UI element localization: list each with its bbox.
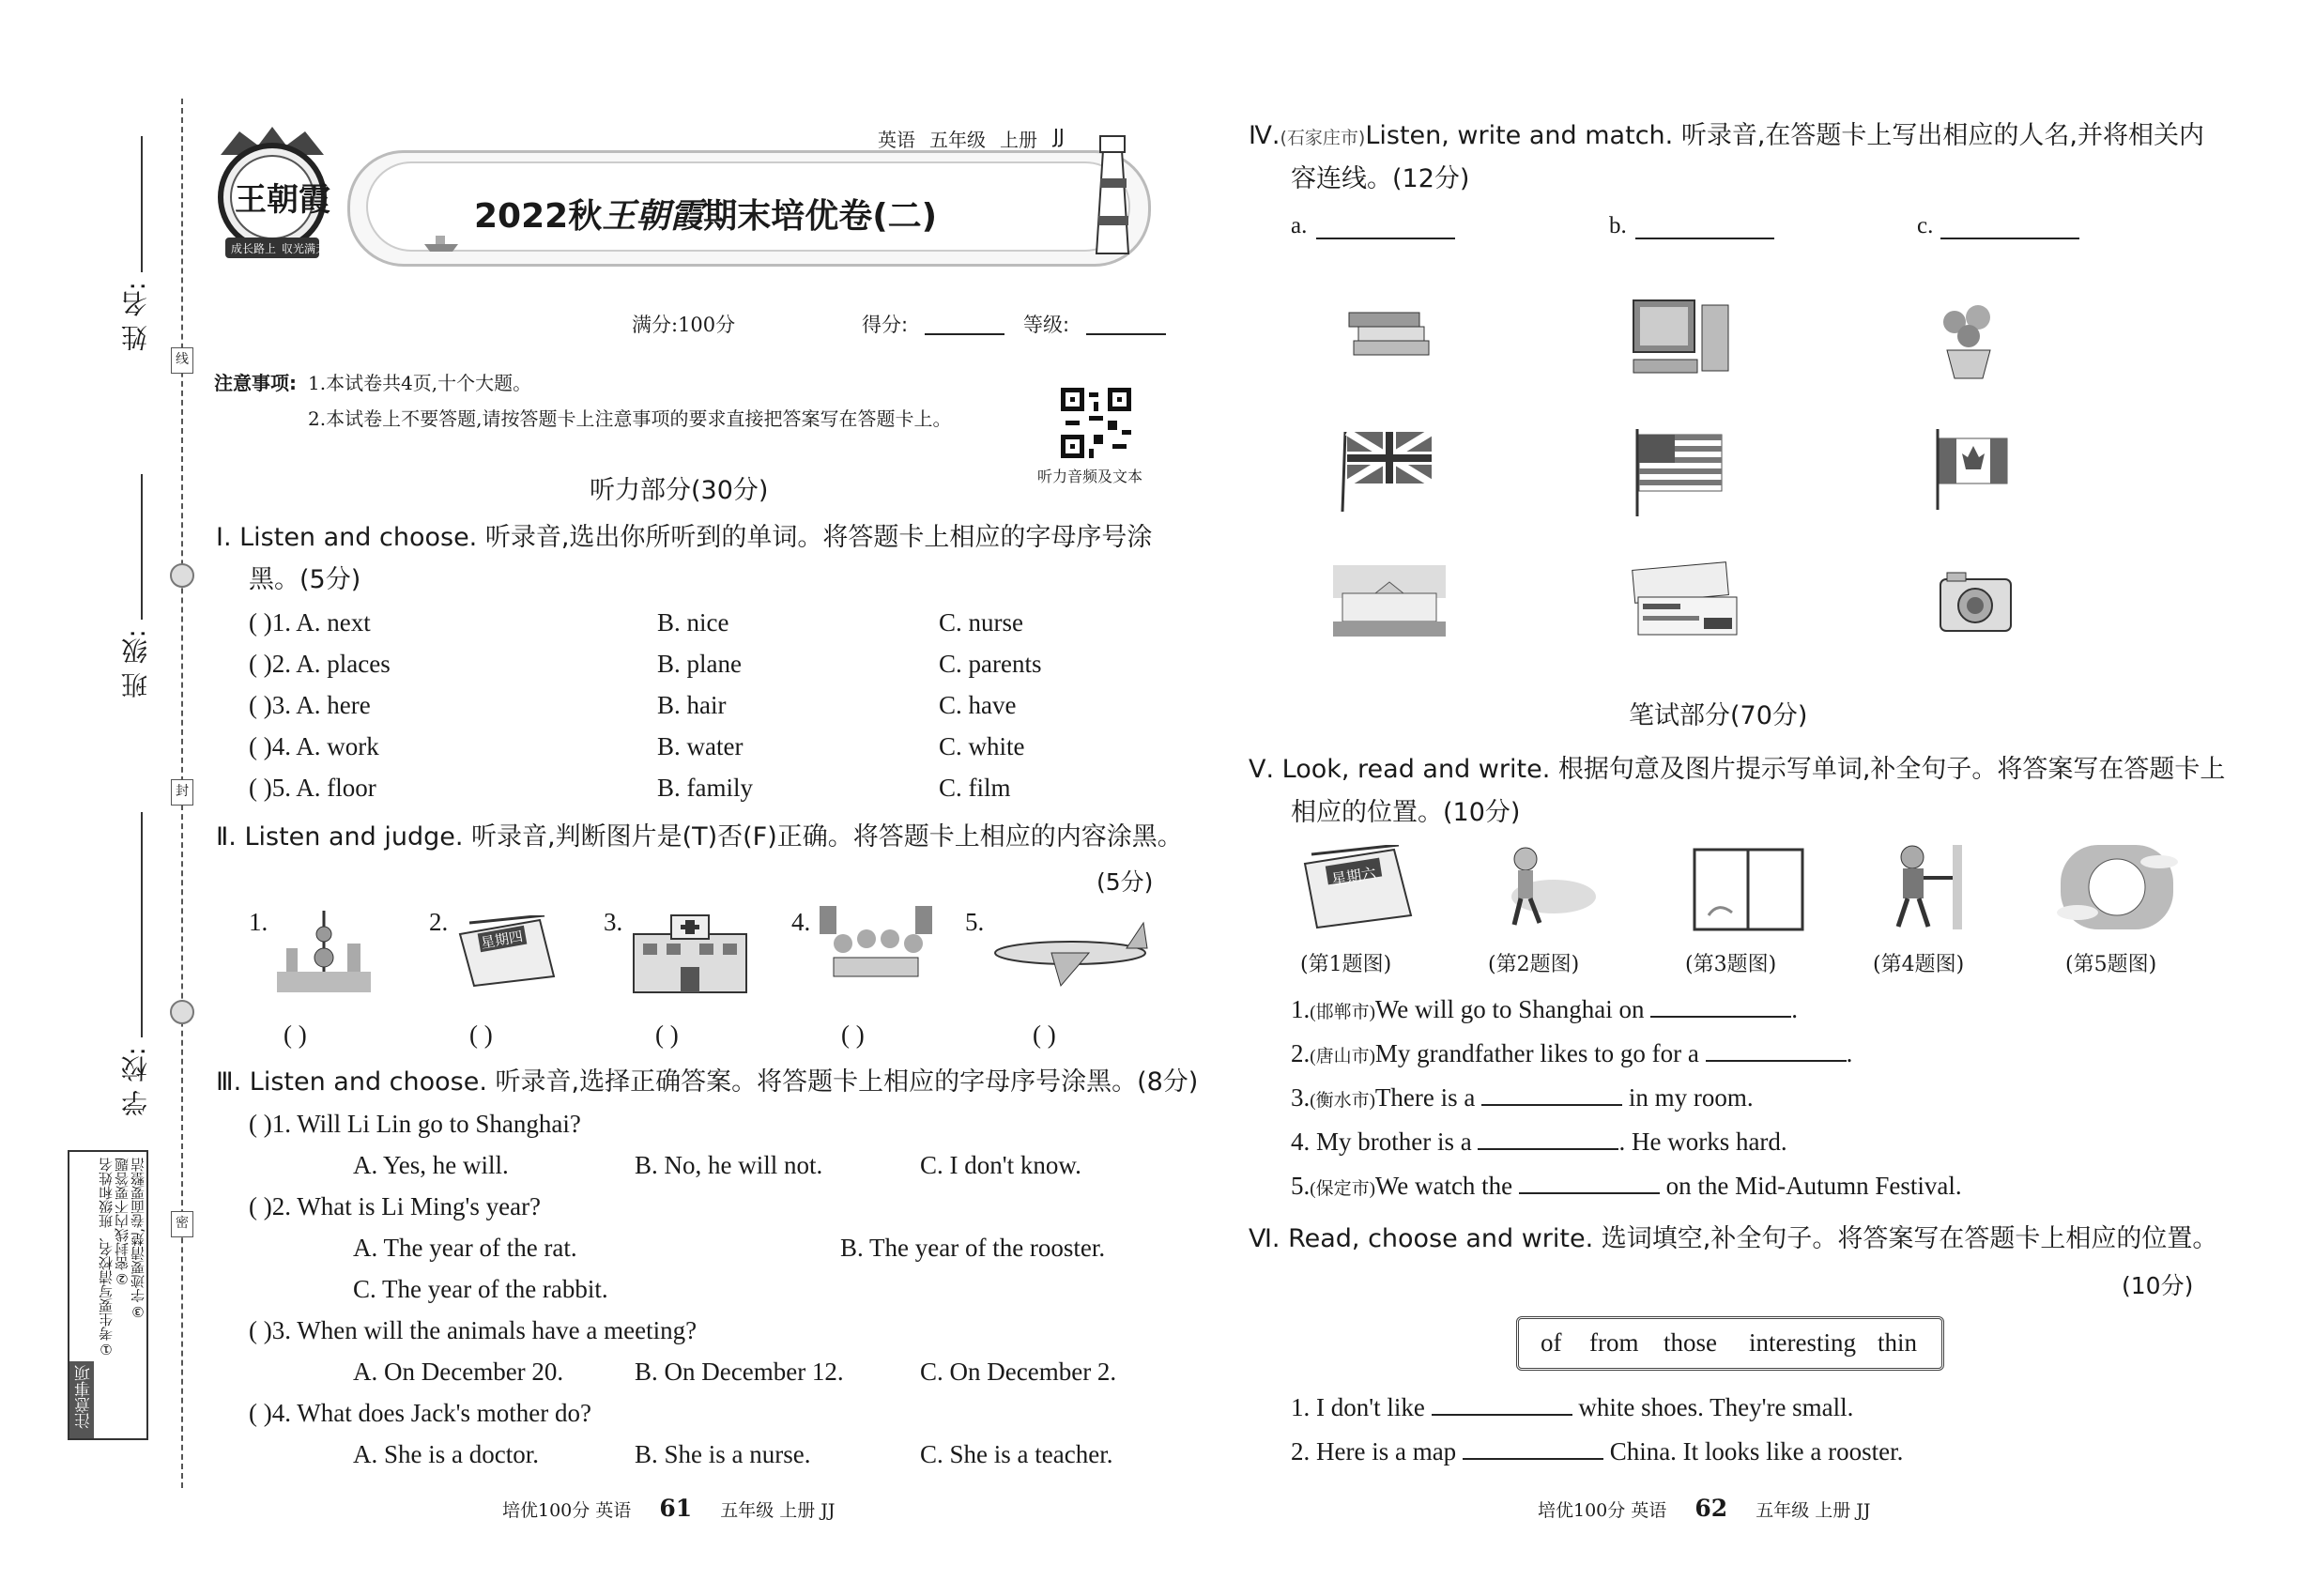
meta-edition: JJ xyxy=(1053,125,1065,147)
footer-right-prefix: 培优100分 英语 xyxy=(1538,1500,1667,1521)
s1-q3-b[interactable]: B. hair xyxy=(657,691,727,719)
ship-icon xyxy=(422,233,460,257)
footer-right xyxy=(1538,1495,1871,1522)
canada-flag-picture[interactable] xyxy=(1932,427,2012,515)
tickets-picture[interactable] xyxy=(1629,561,1741,645)
s1-q1-c[interactable]: C. nurse xyxy=(939,608,1023,637)
s3-q4-c[interactable]: C. She is a teacher. xyxy=(920,1440,1113,1468)
meta-volume: 上册 xyxy=(1000,129,1037,151)
footer-right-page: 62 xyxy=(1694,1495,1728,1522)
lighthouse-icon xyxy=(1080,131,1145,262)
notes-label: 注意事项: xyxy=(214,372,297,394)
s4-blank-a[interactable] xyxy=(1316,217,1455,239)
s5-sentence-4 xyxy=(1291,1126,1787,1158)
footer-left-suffix: 五年级 上册 JJ xyxy=(720,1500,836,1521)
s4-label-a: a. xyxy=(1291,213,1308,238)
s1-q5-c[interactable]: C. film xyxy=(939,774,1011,802)
title-rest: 期末培优卷(二) xyxy=(703,197,938,236)
school-line xyxy=(141,812,143,1037)
s5-caption-1: (第1题图) xyxy=(1300,953,1392,976)
seal-mark-mi: 密 xyxy=(171,1211,193,1237)
s3-q1-a[interactable]: A. Yes, he will. xyxy=(353,1151,509,1179)
footer-left-prefix: 培优100分 英语 xyxy=(502,1500,632,1521)
uk-flag-picture[interactable] xyxy=(1338,427,1436,515)
s5-sentence-2 xyxy=(1291,1037,1852,1073)
s5-s5-end: on the Mid-Autumn Festival. xyxy=(1665,1172,1962,1200)
s1-q4-c[interactable]: C. white xyxy=(939,732,1025,760)
s4-label-b: b. xyxy=(1609,213,1627,238)
s1-q5-b[interactable]: B. family xyxy=(657,774,753,802)
notice-item-2: ②密封线内不要答题 xyxy=(114,1158,130,1287)
s1-q4[interactable]: ( )4. A. work xyxy=(249,732,379,760)
s3-q2-a[interactable]: A. The year of the rat. xyxy=(353,1234,577,1262)
meta-subject: 英语 xyxy=(878,129,915,151)
s5-sentence-1 xyxy=(1291,993,1798,1029)
s6-blank-2[interactable] xyxy=(1463,1437,1603,1460)
title-brand: 王朝霞 xyxy=(602,196,704,236)
meta-grade: 五年级 xyxy=(929,129,986,151)
s6-sentence-2 xyxy=(1291,1435,1903,1467)
s1-q3-c[interactable]: C. have xyxy=(939,691,1017,719)
class-label: 班 级: xyxy=(120,629,151,699)
calendar-saturday-picture xyxy=(1300,845,1418,933)
boy-walking-picture xyxy=(1488,840,1601,938)
word-bank-thin: thin xyxy=(1878,1328,1918,1357)
sidebar-notice-box xyxy=(68,1150,148,1440)
footer-right-suffix: 五年级 上册 JJ xyxy=(1756,1500,1871,1521)
s6-sentence-1 xyxy=(1291,1391,1853,1423)
flowers-picture[interactable] xyxy=(1936,299,2001,387)
family-dinner-picture xyxy=(815,901,937,999)
us-flag-picture[interactable] xyxy=(1632,427,1725,520)
notice-title: 注意事项 xyxy=(75,1365,94,1429)
sidebar-ornament-icon xyxy=(170,1000,194,1024)
s3-q2[interactable]: ( )2. What is Li Ming's year? xyxy=(249,1192,542,1220)
s1-q4-b[interactable]: B. water xyxy=(657,732,744,760)
grade-blank[interactable] xyxy=(1086,313,1166,335)
footer-left-page: 61 xyxy=(659,1495,693,1522)
footer-left xyxy=(502,1495,836,1522)
s6-s1-end: white shoes. They're small. xyxy=(1578,1393,1854,1421)
s3-q1-c[interactable]: C. I don't know. xyxy=(920,1151,1081,1179)
s5-s1-num: 1. xyxy=(1291,995,1311,1023)
s2-answer-5[interactable]: ( ) xyxy=(1033,1021,1056,1049)
s6-s1-text: 1. I don't like xyxy=(1291,1393,1425,1421)
s5-s2-city: (唐山市) xyxy=(1310,1047,1375,1067)
score-blank[interactable] xyxy=(925,313,1004,335)
section-3-title: Ⅲ. Listen and choose. 听录音,选择正确答案。将答题卡上相应的字母序号涂黑。(8分) xyxy=(216,1067,1199,1097)
name-line xyxy=(141,136,143,272)
title-year: 2022秋 xyxy=(474,197,603,236)
s5-caption-3: (第3题图) xyxy=(1685,953,1777,976)
s5-s5-num: 5. xyxy=(1291,1172,1311,1200)
writing-header: 笔试部分(70分) xyxy=(1629,701,1808,730)
s5-blank-4[interactable] xyxy=(1478,1128,1618,1150)
s5-s3-end: in my room. xyxy=(1628,1083,1754,1112)
notes-item-2: 2.本试卷上不要答题,请按答题卡上注意事项的要求直接把答案写在答题卡上。 xyxy=(308,407,952,430)
s3-q3[interactable]: ( )3. When will the animals have a meeting? xyxy=(249,1316,698,1344)
word-bank-of: of xyxy=(1541,1328,1562,1357)
calendar-thursday-picture xyxy=(451,915,563,994)
page-title xyxy=(474,190,937,238)
s5-s4-end: . He works hard. xyxy=(1618,1128,1787,1156)
camera-picture[interactable] xyxy=(1936,568,2016,642)
s5-s3-city: (衡水市) xyxy=(1310,1091,1375,1111)
s1-q5[interactable]: ( )5. A. floor xyxy=(249,774,376,802)
qr-caption: 听力音频及文本 xyxy=(1037,468,1143,485)
section-4-city: (石家庄市) xyxy=(1280,128,1366,148)
s3-q3-c[interactable]: C. On December 2. xyxy=(920,1358,1117,1386)
s3-q1-b[interactable]: B. No, he will not. xyxy=(635,1151,823,1179)
s3-q4-b[interactable]: B. She is a nurse. xyxy=(635,1440,811,1468)
s5-sentence-5 xyxy=(1291,1170,1962,1205)
listening-header: 听力部分(30分) xyxy=(590,476,769,505)
word-bank-from: from xyxy=(1589,1328,1639,1357)
s2-answer-2[interactable]: ( ) xyxy=(469,1021,493,1049)
s5-caption-5: (第5题图) xyxy=(2065,953,2157,976)
score-label: 得分: xyxy=(862,314,909,336)
s2-pic3-num: 3. xyxy=(604,908,623,936)
s5-s2-text: My grandfather likes to go for a xyxy=(1374,1039,1699,1067)
s5-s5-city: (保定市) xyxy=(1310,1179,1375,1199)
s5-caption-4: (第4题图) xyxy=(1873,953,1965,976)
grade-label: 等级: xyxy=(1023,314,1070,336)
s2-answer-1[interactable]: ( ) xyxy=(284,1021,307,1049)
s5-s2-num: 2. xyxy=(1291,1039,1311,1067)
brand-logo-text: 王朝霞 xyxy=(235,181,330,219)
word-bank-those: those xyxy=(1664,1328,1717,1357)
s1-q2-b[interactable]: B. plane xyxy=(657,650,742,678)
section-2-score: (5分) xyxy=(1096,868,1154,896)
computer-picture[interactable] xyxy=(1629,296,1732,384)
section-6-score: (10分) xyxy=(2122,1272,2194,1299)
s5-blank-3[interactable] xyxy=(1481,1083,1622,1106)
s5-s4-text: 4. My brother is a xyxy=(1291,1128,1472,1156)
books-picture[interactable] xyxy=(1344,303,1438,373)
notice-item-3: ③字迹要清楚,卷面要整洁 xyxy=(130,1158,146,1320)
s5-sentence-3 xyxy=(1291,1082,1754,1117)
worker-picture xyxy=(1870,840,1973,938)
notes-item-1: 1.本试卷共4页,十个大题。 xyxy=(308,372,532,394)
s5-s1-end: . xyxy=(1791,995,1798,1023)
s3-q4[interactable]: ( )4. What does Jack's mother do? xyxy=(249,1399,592,1427)
s5-s2-end: . xyxy=(1846,1039,1853,1067)
s4-blank-c[interactable] xyxy=(1940,217,2079,239)
s1-q2-c[interactable]: C. parents xyxy=(939,650,1042,678)
s2-pic2-num: 2. xyxy=(429,908,449,936)
section-4-num: Ⅳ. xyxy=(1249,121,1280,150)
s4-blank-b[interactable] xyxy=(1635,217,1774,239)
s3-q4-a[interactable]: A. She is a doctor. xyxy=(353,1440,539,1468)
s1-q2[interactable]: ( )2. A. places xyxy=(249,650,391,678)
s6-blank-1[interactable] xyxy=(1432,1393,1572,1416)
notice-item-1: ①考生要写清校名、班级和姓名 xyxy=(98,1158,115,1358)
s3-q3-a[interactable]: A. On December 20. xyxy=(353,1358,564,1386)
s2-pic1-num: 1. xyxy=(249,908,268,936)
section-6-title: Ⅵ. Read, choose and write. 选词填空,补全句子。将答案写在答题卡上相应的位置。 xyxy=(1249,1224,2218,1253)
seal-mark-xian: 线 xyxy=(171,347,193,374)
brand-badge-right: 収光满天 xyxy=(282,242,328,255)
s3-q1[interactable]: ( )1. Will Li Lin go to Shanghai? xyxy=(249,1110,581,1138)
section-5-title: Ⅴ. Look, read and write. 根据句意及图片提示写单词,补全句子。将答案写在答题卡上 xyxy=(1249,755,2226,784)
brand-badge-left: 成长路上 xyxy=(231,242,277,255)
s6-s2-text: 2. Here is a map xyxy=(1291,1437,1457,1466)
s3-q2-b[interactable]: B. The year of the rooster. xyxy=(840,1234,1106,1262)
s1-q1[interactable]: ( )1. A. next xyxy=(249,608,371,637)
moon-picture xyxy=(2051,845,2183,933)
s2-answer-4[interactable]: ( ) xyxy=(841,1021,865,1049)
s2-pic5-num: 5. xyxy=(965,908,985,936)
s2-answer-3[interactable]: ( ) xyxy=(655,1021,679,1049)
section-2-title: Ⅱ. Listen and judge. 听录音,判断图片是(T)否(F)正确。将答题卡上相应的内容涂黑。 xyxy=(216,822,1183,852)
section-4-title xyxy=(1249,119,2204,155)
s5-caption-2: (第2题图) xyxy=(1488,953,1580,976)
s5-s3-text: There is a xyxy=(1374,1083,1476,1112)
airplane-picture xyxy=(986,915,1150,994)
s5-blank-1[interactable] xyxy=(1650,995,1791,1018)
s4-label-c: c. xyxy=(1917,213,1934,238)
section-4-title-cont: 容连线。(12分) xyxy=(1291,164,1470,193)
tv-tower-picture xyxy=(272,906,376,1004)
section-4-title-text: Listen, write and match. 听录音,在答题卡上写出相应的人名,并将相关内 xyxy=(1365,121,2204,150)
qr-code[interactable] xyxy=(1061,388,1131,458)
s5-blank-2[interactable] xyxy=(1706,1039,1847,1062)
s5-s1-city: (邯郸市) xyxy=(1310,1003,1375,1022)
s6-s2-end: China. It looks like a rooster. xyxy=(1609,1437,1904,1466)
calendar-saturday-text: 星期六 xyxy=(1329,864,1378,889)
s3-q2-c[interactable]: C. The year of the rabbit. xyxy=(353,1275,608,1303)
hospital-picture xyxy=(629,911,751,999)
s5-s5-text: We watch the xyxy=(1374,1172,1513,1200)
name-label: 姓 名: xyxy=(120,282,151,352)
calendar-thursday-text: 星期四 xyxy=(479,928,525,952)
s5-blank-5[interactable] xyxy=(1519,1172,1660,1194)
school-label: 学 校: xyxy=(120,1047,151,1117)
white-house-picture[interactable] xyxy=(1333,565,1446,644)
sidebar-ornament-icon xyxy=(170,563,194,588)
s3-q3-b[interactable]: B. On December 12. xyxy=(635,1358,844,1386)
section-5-title-cont: 相应的位置。(10分) xyxy=(1291,798,1521,827)
s1-q3[interactable]: ( )3. A. here xyxy=(249,691,371,719)
s5-s3-num: 3. xyxy=(1291,1083,1311,1112)
section-1-title: Ⅰ. Listen and choose. 听录音,选出你所听到的单词。将答题卡上相应的字母序号涂 xyxy=(216,523,1153,552)
window-picture xyxy=(1690,845,1807,938)
class-line xyxy=(141,474,143,620)
s2-pic4-num: 4. xyxy=(791,908,811,936)
s1-q1-b[interactable]: B. nice xyxy=(657,608,729,637)
section-1-title-cont: 黑。(5分) xyxy=(249,565,361,594)
seal-mark-feng: 封 xyxy=(171,779,193,806)
full-score: 满分:100分 xyxy=(632,314,736,336)
word-bank-interesting: interesting xyxy=(1749,1328,1856,1357)
s5-s1-text: We will go to Shanghai on xyxy=(1374,995,1645,1023)
